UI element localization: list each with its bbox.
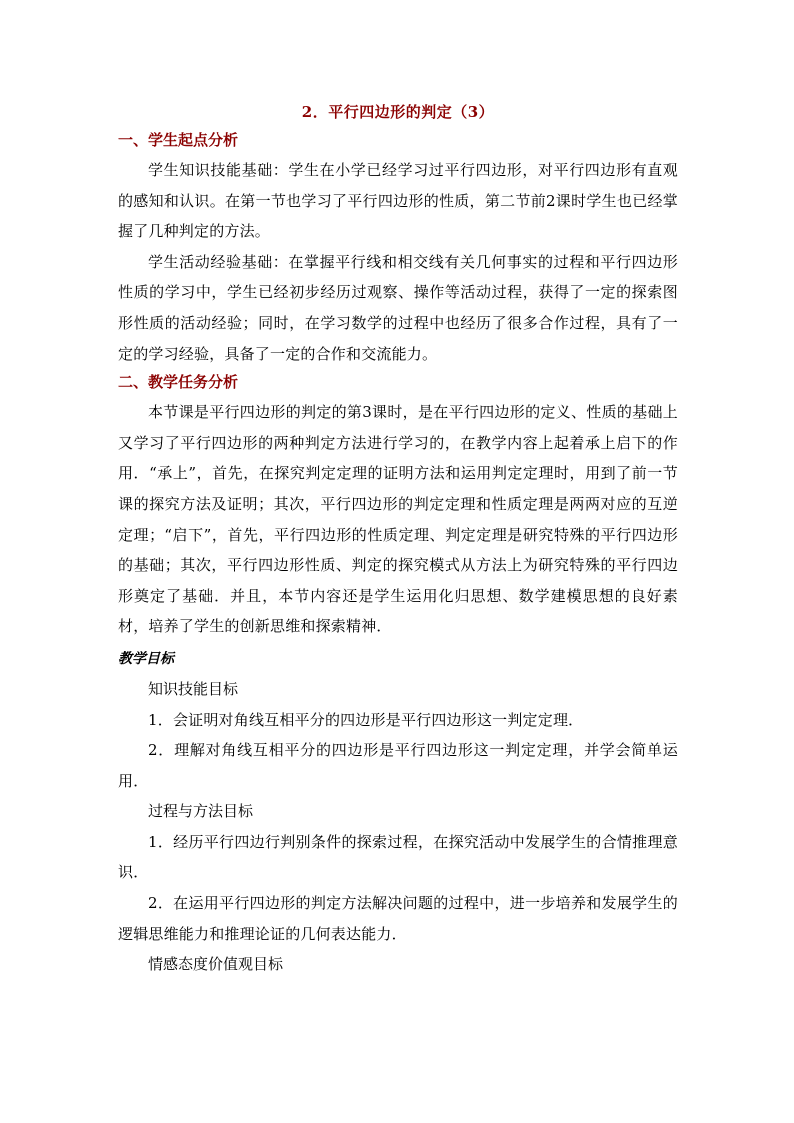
document-content bbox=[118, 100, 678, 980]
section-heading-student-analysis: 一、学生起点分析 bbox=[118, 131, 239, 149]
knowledge-objective-item: 1．会证明对角线互相平分的四边形是平行四边形这一判定定理． bbox=[148, 710, 584, 729]
paragraph-task-analysis: 本节课是平行四边形的判定的第3课时，是在平行四边形的定义、性质的基础上又学习了平行四边形的两种判定方法进行学习的，在教学内容上起着承上启下的作用．“承上”，首先，在探究判定定理的证明方法和运用判定定理时，用到了前一节课的探究方法及证明；其次，平行四边形的判定定理和性质定理是两两对应的互逆定理；“启下”，首先，平行四边形的性质定理、判定定理是研究特殊的平行四边形的基础；其次，平行四边形性质、判定的探究模式从方法上为研究特殊的平行四边形奠定了基础．并且，本节内容还是学生运用化归思想、数学建模思想的良好素材，培养了学生的创新思维和探索精神． bbox=[118, 403, 678, 636]
objectives-heading: 教学目标 bbox=[118, 650, 174, 667]
process-objective-item: 1．经历平行四边行判别条件的探索过程，在探究活动中发展学生的合情推理意识． bbox=[118, 832, 678, 882]
emotion-objectives-label: 情感态度价值观目标 bbox=[148, 955, 284, 974]
document-title: 2．平行四边形的判定（3） bbox=[301, 103, 495, 121]
paragraph-knowledge-foundation: 学生知识技能基础：学生在小学已经学习过平行四边形，对平行四边形有直观的感知和认识。在第一节也学习了平行四边形的性质，第二节前2课时学生也已经掌握了几种判定的方法。 bbox=[118, 161, 678, 241]
process-objective-item: 2．在运用平行四边形的判定方法解决问题的过程中，进一步培养和发展学生的逻辑思维能力和推理论证的几何表达能力． bbox=[118, 894, 678, 943]
process-objectives-label: 过程与方法目标 bbox=[148, 802, 254, 821]
knowledge-objective-item: 2．理解对角线互相平分的四边形是平行四边形这一判定定理，并学会简单运用． bbox=[118, 741, 678, 790]
section-heading-task-analysis: 二、教学任务分析 bbox=[118, 373, 239, 392]
paragraph-activity-experience: 学生活动经验基础：在掌握平行线和相交线有关几何事实的过程和平行四边形性质的学习中，学生已经初步经历过观察、操作等活动过程，获得了一定的探索图形性质的活动经验；同时，在学习数学的过程中也经历了很多合作过程，具有了一定的学习经验，具备了一定的合作和交流能力。 bbox=[118, 252, 678, 363]
knowledge-objectives-label: 知识技能目标 bbox=[148, 679, 239, 698]
